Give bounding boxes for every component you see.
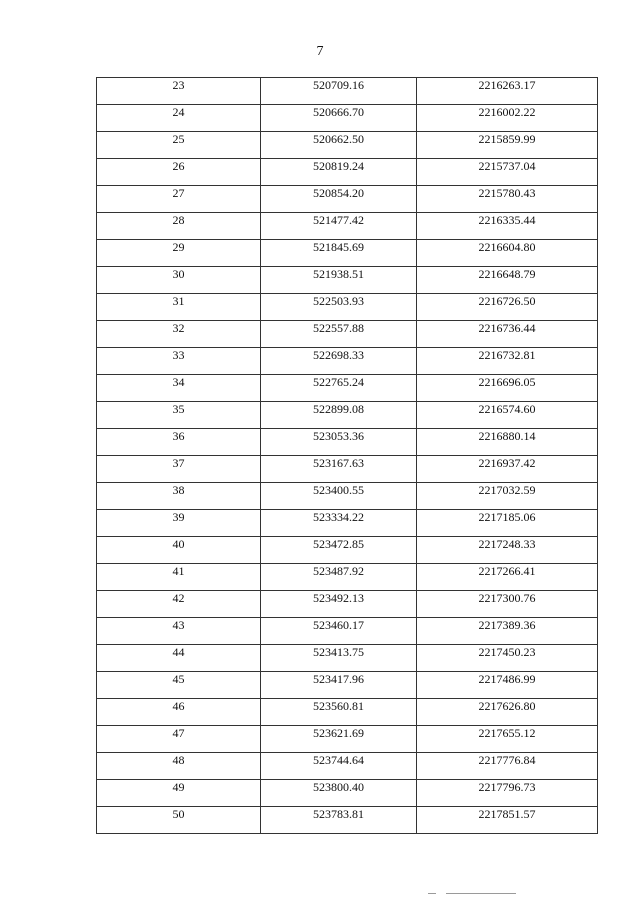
x-coordinate-cell <box>261 510 417 537</box>
x-coordinate-cell-text: 522557.88 <box>313 321 364 335</box>
point-number-cell <box>97 186 261 213</box>
point-number-cell-text: 23 <box>172 78 185 92</box>
point-number-cell-text: 32 <box>172 321 185 335</box>
y-coordinate-cell-text: 2215737.04 <box>478 159 536 173</box>
point-number-cell <box>97 321 261 348</box>
table-row <box>97 159 598 186</box>
point-number-cell <box>97 375 261 402</box>
y-coordinate-cell-text: 2216002.22 <box>478 105 536 119</box>
x-coordinate-cell-text: 523472.85 <box>313 537 364 551</box>
x-coordinate-cell-text: 522503.93 <box>313 294 364 308</box>
x-coordinate-cell-text: 521938.51 <box>313 267 364 281</box>
x-coordinate-cell-text: 521845.69 <box>313 240 364 254</box>
y-coordinate-cell <box>417 429 598 456</box>
table-row <box>97 537 598 564</box>
point-number-cell <box>97 753 261 780</box>
x-coordinate-cell <box>261 780 417 807</box>
y-coordinate-cell-text: 2215780.43 <box>478 186 536 200</box>
y-coordinate-cell-text: 2216937.42 <box>478 456 536 470</box>
point-number-cell-text: 28 <box>172 213 185 227</box>
x-coordinate-cell-text: 521477.42 <box>313 213 364 227</box>
y-coordinate-cell-text: 2217248.33 <box>478 537 536 551</box>
point-number-cell <box>97 618 261 645</box>
y-coordinate-cell <box>417 645 598 672</box>
y-coordinate-cell <box>417 456 598 483</box>
y-coordinate-cell <box>417 672 598 699</box>
y-coordinate-cell-text: 2217300.76 <box>478 591 536 605</box>
x-coordinate-cell <box>261 375 417 402</box>
page-number: 7 <box>316 44 324 59</box>
table-row <box>97 429 598 456</box>
point-number-cell <box>97 105 261 132</box>
table-row <box>97 510 598 537</box>
scan-artifact <box>446 893 516 894</box>
point-number-cell <box>97 726 261 753</box>
x-coordinate-cell <box>261 105 417 132</box>
y-coordinate-cell-text: 2216880.14 <box>478 429 536 443</box>
table-row <box>97 618 598 645</box>
y-coordinate-cell <box>417 105 598 132</box>
y-coordinate-cell-text: 2216604.80 <box>478 240 536 254</box>
point-number-cell-text: 30 <box>172 267 185 281</box>
point-number-cell-text: 33 <box>172 348 185 362</box>
x-coordinate-cell <box>261 240 417 267</box>
point-number-cell <box>97 537 261 564</box>
x-coordinate-cell-text: 523400.55 <box>313 483 364 497</box>
point-number-cell-text: 42 <box>172 591 185 605</box>
point-number-cell <box>97 807 261 834</box>
x-coordinate-cell <box>261 753 417 780</box>
y-coordinate-cell-text: 2216696.05 <box>478 375 536 389</box>
point-number-cell-text: 31 <box>172 294 185 308</box>
x-coordinate-cell <box>261 78 417 105</box>
y-coordinate-cell <box>417 807 598 834</box>
table-row <box>97 240 598 267</box>
table-row <box>97 348 598 375</box>
x-coordinate-cell-text: 523417.96 <box>313 672 364 686</box>
point-number-cell <box>97 132 261 159</box>
table-row <box>97 564 598 591</box>
y-coordinate-cell <box>417 699 598 726</box>
x-coordinate-cell-text: 523621.69 <box>313 726 364 740</box>
point-number-cell <box>97 267 261 294</box>
point-number-cell-text: 48 <box>172 753 185 767</box>
y-coordinate-cell-text: 2217450.23 <box>478 645 536 659</box>
point-number-cell-text: 41 <box>172 564 185 578</box>
x-coordinate-cell-text: 523783.81 <box>313 807 364 821</box>
point-number-cell-text: 44 <box>172 645 185 659</box>
table-row <box>97 645 598 672</box>
point-number-cell <box>97 429 261 456</box>
y-coordinate-cell <box>417 78 598 105</box>
x-coordinate-cell <box>261 186 417 213</box>
x-coordinate-cell-text: 520662.50 <box>313 132 364 146</box>
x-coordinate-cell <box>261 726 417 753</box>
y-coordinate-cell <box>417 402 598 429</box>
table-row <box>97 375 598 402</box>
table-row <box>97 591 598 618</box>
y-coordinate-cell-text: 2216574.60 <box>478 402 536 416</box>
point-number-cell <box>97 672 261 699</box>
table-row <box>97 699 598 726</box>
x-coordinate-cell <box>261 699 417 726</box>
x-coordinate-cell-text: 520819.24 <box>313 159 364 173</box>
table-row <box>97 213 598 240</box>
table-row <box>97 753 598 780</box>
y-coordinate-cell <box>417 294 598 321</box>
y-coordinate-cell <box>417 726 598 753</box>
point-number-cell-text: 40 <box>172 537 185 551</box>
y-coordinate-cell <box>417 537 598 564</box>
x-coordinate-cell <box>261 618 417 645</box>
table-row <box>97 807 598 834</box>
table-row <box>97 294 598 321</box>
y-coordinate-cell <box>417 348 598 375</box>
point-number-cell-text: 24 <box>172 105 185 119</box>
table-row <box>97 186 598 213</box>
table-row <box>97 132 598 159</box>
point-number-cell <box>97 159 261 186</box>
point-number-cell <box>97 510 261 537</box>
point-number-cell <box>97 402 261 429</box>
point-number-cell <box>97 213 261 240</box>
y-coordinate-cell <box>417 159 598 186</box>
point-number-cell <box>97 78 261 105</box>
point-number-cell <box>97 456 261 483</box>
x-coordinate-cell <box>261 456 417 483</box>
table-row <box>97 267 598 294</box>
point-number-cell <box>97 591 261 618</box>
x-coordinate-cell-text: 520854.20 <box>313 186 364 200</box>
y-coordinate-cell-text: 2217776.84 <box>478 753 536 767</box>
y-coordinate-cell <box>417 564 598 591</box>
y-coordinate-cell-text: 2215859.99 <box>478 132 536 146</box>
y-coordinate-cell <box>417 618 598 645</box>
point-number-cell <box>97 780 261 807</box>
y-coordinate-cell <box>417 780 598 807</box>
table-row <box>97 78 598 105</box>
point-number-cell <box>97 699 261 726</box>
x-coordinate-cell <box>261 159 417 186</box>
x-coordinate-cell-text: 523744.64 <box>313 753 364 767</box>
x-coordinate-cell <box>261 294 417 321</box>
point-number-cell-text: 27 <box>172 186 185 200</box>
x-coordinate-cell-text: 523460.17 <box>313 618 364 632</box>
y-coordinate-cell <box>417 213 598 240</box>
table-row <box>97 780 598 807</box>
table-row <box>97 105 598 132</box>
y-coordinate-cell-text: 2217486.99 <box>478 672 536 686</box>
y-coordinate-cell-text: 2217185.06 <box>478 510 536 524</box>
point-number-cell-text: 39 <box>172 510 185 524</box>
y-coordinate-cell-text: 2216335.44 <box>478 213 536 227</box>
x-coordinate-cell <box>261 537 417 564</box>
y-coordinate-cell <box>417 267 598 294</box>
point-number-cell-text: 29 <box>172 240 185 254</box>
y-coordinate-cell <box>417 375 598 402</box>
x-coordinate-cell <box>261 267 417 294</box>
table-row <box>97 483 598 510</box>
y-coordinate-cell <box>417 240 598 267</box>
table-row <box>97 456 598 483</box>
point-number-cell <box>97 348 261 375</box>
x-coordinate-cell-text: 523487.92 <box>313 564 364 578</box>
x-coordinate-cell-text: 522698.33 <box>313 348 364 362</box>
point-number-cell <box>97 483 261 510</box>
x-coordinate-cell-text: 520709.16 <box>313 78 364 92</box>
table-row <box>97 321 598 348</box>
y-coordinate-cell-text: 2217389.36 <box>478 618 536 632</box>
x-coordinate-cell-text: 523053.36 <box>313 429 364 443</box>
x-coordinate-cell-text: 523413.75 <box>313 645 364 659</box>
x-coordinate-cell <box>261 564 417 591</box>
y-coordinate-cell-text: 2216726.50 <box>478 294 536 308</box>
point-number-cell-text: 25 <box>172 132 185 146</box>
y-coordinate-cell-text: 2216648.79 <box>478 267 536 281</box>
y-coordinate-cell <box>417 132 598 159</box>
point-number-cell-text: 43 <box>172 618 185 632</box>
y-coordinate-cell-text: 2217796.73 <box>478 780 536 794</box>
x-coordinate-cell <box>261 321 417 348</box>
point-number-cell-text: 49 <box>172 780 185 794</box>
table-row <box>97 402 598 429</box>
x-coordinate-cell-text: 523560.81 <box>313 699 364 713</box>
y-coordinate-cell-text: 2216732.81 <box>478 348 536 362</box>
x-coordinate-cell <box>261 645 417 672</box>
coordinates-table-body <box>97 78 598 834</box>
x-coordinate-cell <box>261 672 417 699</box>
x-coordinate-cell <box>261 429 417 456</box>
x-coordinate-cell <box>261 402 417 429</box>
x-coordinate-cell-text: 522899.08 <box>313 402 364 416</box>
x-coordinate-cell-text: 523167.63 <box>313 456 364 470</box>
y-coordinate-cell <box>417 753 598 780</box>
table-row <box>97 726 598 753</box>
point-number-cell-text: 50 <box>172 807 185 821</box>
point-number-cell <box>97 294 261 321</box>
x-coordinate-cell <box>261 807 417 834</box>
x-coordinate-cell <box>261 213 417 240</box>
point-number-cell-text: 46 <box>172 699 185 713</box>
x-coordinate-cell-text: 523334.22 <box>313 510 364 524</box>
y-coordinate-cell <box>417 483 598 510</box>
point-number-cell-text: 38 <box>172 483 185 497</box>
x-coordinate-cell <box>261 483 417 510</box>
point-number-cell-text: 47 <box>172 726 185 740</box>
y-coordinate-cell-text: 2217626.80 <box>478 699 536 713</box>
point-number-cell-text: 26 <box>172 159 185 173</box>
y-coordinate-cell-text: 2217266.41 <box>478 564 536 578</box>
point-number-cell <box>97 240 261 267</box>
y-coordinate-cell <box>417 510 598 537</box>
x-coordinate-cell <box>261 591 417 618</box>
coordinates-table <box>96 77 598 834</box>
x-coordinate-cell-text: 520666.70 <box>313 105 364 119</box>
y-coordinate-cell-text: 2216736.44 <box>478 321 536 335</box>
table-row <box>97 672 598 699</box>
x-coordinate-cell-text: 522765.24 <box>313 375 364 389</box>
x-coordinate-cell <box>261 348 417 375</box>
y-coordinate-cell <box>417 186 598 213</box>
y-coordinate-cell-text: 2217032.59 <box>478 483 536 497</box>
x-coordinate-cell <box>261 132 417 159</box>
y-coordinate-cell-text: 2217851.57 <box>478 807 536 821</box>
point-number-cell <box>97 645 261 672</box>
y-coordinate-cell-text: 2217655.12 <box>478 726 536 740</box>
scan-artifact <box>428 893 436 894</box>
point-number-cell-text: 35 <box>172 402 185 416</box>
point-number-cell-text: 45 <box>172 672 185 686</box>
point-number-cell-text: 37 <box>172 456 185 470</box>
point-number-cell-text: 34 <box>172 375 185 389</box>
point-number-cell-text: 36 <box>172 429 185 443</box>
y-coordinate-cell-text: 2216263.17 <box>478 78 536 92</box>
x-coordinate-cell-text: 523492.13 <box>313 591 364 605</box>
y-coordinate-cell <box>417 321 598 348</box>
point-number-cell <box>97 564 261 591</box>
y-coordinate-cell <box>417 591 598 618</box>
x-coordinate-cell-text: 523800.40 <box>313 780 364 794</box>
